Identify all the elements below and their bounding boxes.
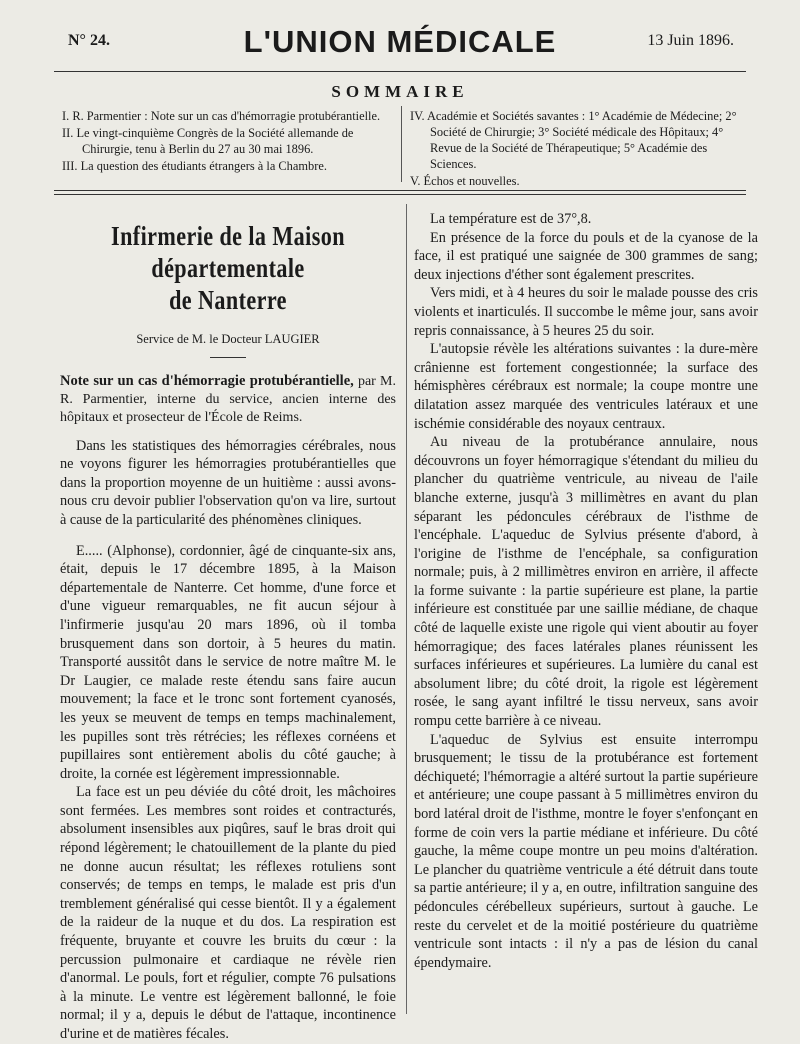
column-divider [406,204,407,1014]
masthead-rule [54,71,746,72]
sommaire-item: I. R. Parmentier : Note sur un cas d'hémorragie protubérantielle. [62,109,381,123]
article-right-column [414,210,758,972]
service-credit: Service de M. le Docteur LAUGIER [136,332,320,346]
note-title-block [60,372,396,427]
article-paragraph: L'aqueduc de Sylvius est ensuite interrompu brusquement; le tissu de la protubérance est fortement déchiqueté; l'hémorragie a altéré surtout la partie supérieure et antérieure; une coupe passant à 5 millimètres environ du bord latéral droit de l'isthme, montre le foyer s'enfonçant en forme de coin vers la partie médiane et inférieure. Du côté gauche, la même coupe montre un peu moins d'altération. Le plancher du quatrième ventricule a été détruit dans toute sa partie antérieure; il y a, en outre, infiltration sanguine des pédoncules cérébelleux supérieurs, surtout à gauche. Le reste du cervelet et de la moitié postérieure du quatrième ventricule sont intacts : il n'y a pas de lésion du canal épendymaire. [414,731,758,971]
issue-number: N° 24. [68,32,110,49]
note-byline: par M. R. Parmentier, interne du service, ancien interne des hôpitaux et prosecteur de l'École de Reims. [60,373,396,425]
article-paragraph: Dans les statistiques des hémorragies cérébrales, nous ne voyons figurer les hémorragies protubérantielles que dans la proportion moyenne de un huitième : aussi avons-nous cru devoir publier l'observation qu'on va lire, surtout à cause de la particularité des phénomènes cliniques. [60,437,396,528]
article-headline [90,220,366,316]
short-rule [210,357,246,358]
journal-title: L'UNION MÉDICALE [243,24,557,59]
article-left-column [60,210,396,1044]
issue-date: 13 Juin 1896. [647,32,734,49]
sommaire-rule-bottom [54,194,746,195]
article-paragraph: E..... (Alphonse), cordonnier, âgé de cinquante-six ans, était, depuis le 17 décembre 1895, à la Maison départementale de Nanterre. Cet homme, d'une force et d'une vigueur remarquables, ne fit aucun séjour à l'infirmerie jusqu'au 20 mars 1896, où il tomba brusquement dans son dortoir, à 5 heures du matin. Transporté aussitôt dans le service de notre maître M. le Dr Laugier, ce malade reste étendu sans faire aucun mouvement; la face et le tronc sont fortement cyanosés, les yeux se meuvent de temps en temps machinalement, les pupilles sont très rétrécies; les réflexes cornéens et pupillaires sont entièrement abolis du côté gauche; à droite, la cornée est légèrement impressionnable. [60,542,396,782]
sommaire-item: V. Échos et nouvelles. [410,174,520,188]
note-title: Note sur un cas d'hémorragie protubérantielle, [60,372,354,389]
sommaire-rule-top [54,190,746,191]
sommaire-item: III. La question des étudiants étrangers à la Chambre. [62,159,327,173]
article-paragraph: Au niveau de la protubérance annulaire, nous découvrons un foyer hémorragique s'étendant du milieu du plancher du quatrième ventricule, au niveau de l'aile blanche externe, jusqu'à 3 millimètres en avant du plan séparant les pédoncules cérébraux de l'isthme de l'encéphale. L'aqueduc de Sylvius présente d'abord, à l'origine de l'isthme de l'encéphale, sa configuration normale; puis, à 2 millimètres environ en arrière, il affecte la forme suivante : la partie supérieure est plane, la partie inférieure est constituée par une saillie médiane, de chaque côté de laquelle existe une rigole qui vient aboutir au foyer hémorragique; des faces latérales planes réunissent les surfaces inférieures et supérieures. La lumière du canal est absolument libre; du côté droit, la rigole est légèrement rosée, le sang ayant infiltré le tissu nerveux, sans avoir rompu cette barrière à ce niveau. [414,434,758,730]
sommaire-title: SOMMAIRE [331,82,469,101]
headline-line-1: Infirmerie de la Maison départementale [111,221,345,283]
masthead [0,24,800,64]
sommaire-divider [401,106,402,182]
article-paragraph: La température est de 37°,8. [430,211,592,227]
article-paragraph: L'autopsie révèle les altérations suivantes : la dure-mère crânienne est fortement congestionnée; la surface des hémisphères cérébraux est normale; la coupe montre une dilatation assez marquée des ventricules latéraux et une ischémie considérable des noyaux centraux. [414,341,758,432]
sommaire-right-column [410,108,754,190]
headline-line-2: de Nanterre [169,285,287,315]
article-paragraph: Vers midi, et à 4 heures du soir le malade pousse des cris violents et inarticulés. Il succombe le même jour, sans avoir repris connaissance, à 5 heures 25 du soir. [414,285,758,339]
article-paragraph: La face est un peu déviée du côté droit, les mâchoires sont fermées. Les membres sont roides et contracturés, absolument insensibles aux piqûres, sauf le bras droit qui répond légèrement; le chatouillement de la plante du pied ne donne aucun résultat; les réflexes rotuliens sont conservés; de temps en temps, le malade est pris d'un tremblement généralisé qui cesse bientôt. Il y a également de la raideur de la nuque et du dos. La respiration est fréquente, bruyante et couvre les bruits du cœur : la percussion pulmonaire et cardiaque ne révèle rien d'anormal. Le pouls, fort et régulier, compte 76 pulsations à la minute. Le ventre est légèrement ballonné, le foie normal; il y a, depuis le début de l'attaque, incontinence d'urine et de matières fécales. [60,784,396,1042]
article-paragraph: En présence de la force du pouls et de la cyanose de la face, il est pratiqué une saignée de 300 grammes de sang; deux injections d'éther sont également prescrites. [414,229,758,283]
sommaire-item: II. Le vingt-cinquième Congrès de la Société allemande de Chirurgie, tenu à Berlin du 27 au 30 mai 1896. [62,126,354,156]
sommaire-left-column [62,108,392,175]
sommaire-item: IV. Académie et Sociétés savantes : 1° Académie de Médecine; 2° Société de Chirurgie; 3° Société médicale des Hôpitaux; 4° Revue de la Société de Thérapeutique; 5° Académie des Sciences. [410,109,737,171]
